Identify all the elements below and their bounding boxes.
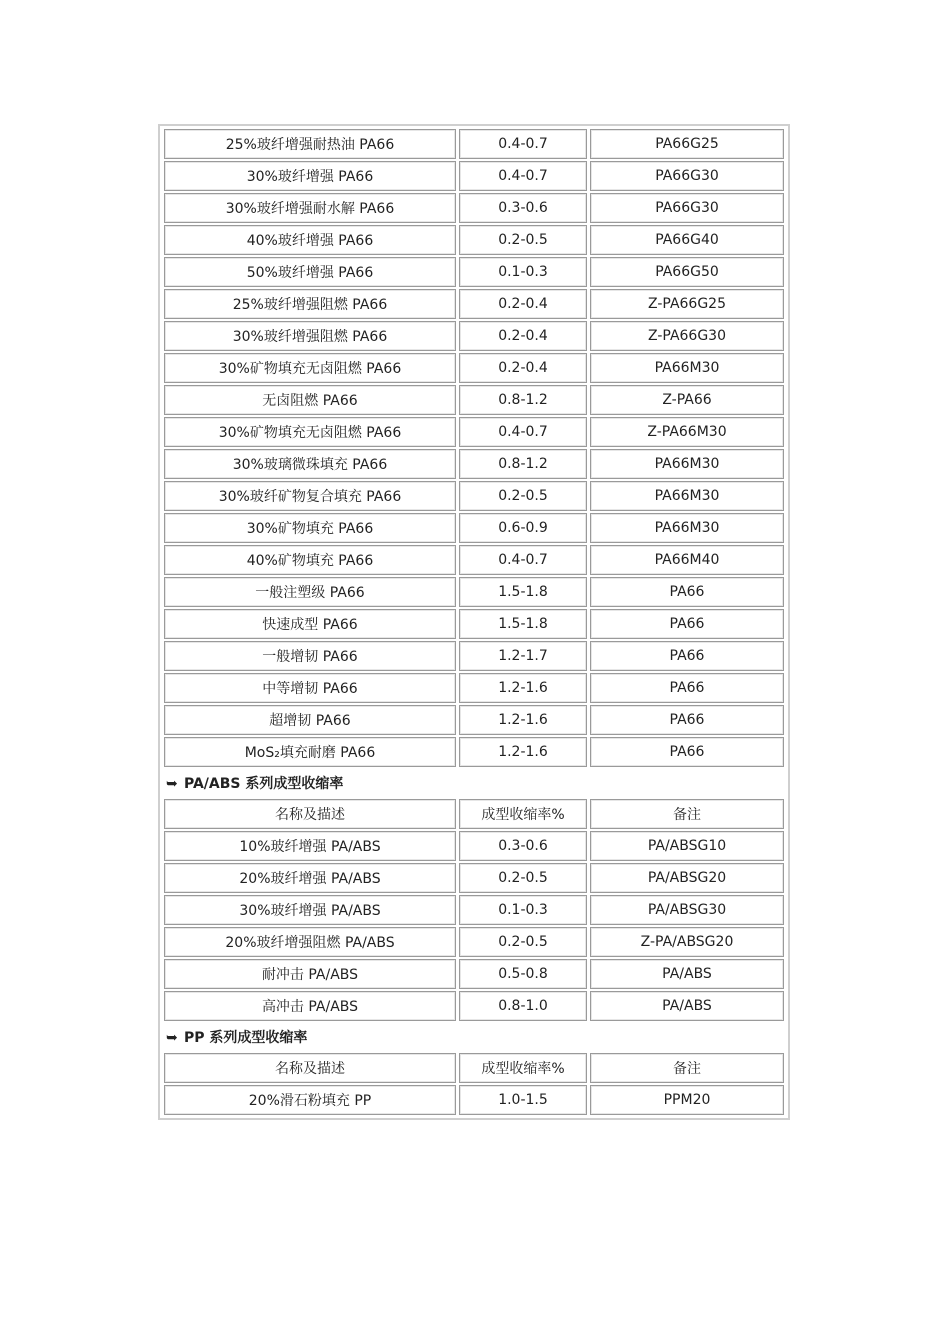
cell-name: 20%玻纤增强阻燃 PA/ABS — [164, 927, 456, 957]
cell-name: 30%矿物填充无卤阻燃 PA66 — [164, 417, 456, 447]
cell-remark: Z-PA66M30 — [590, 417, 784, 447]
cell-name: MoS₂填充耐磨 PA66 — [164, 737, 456, 767]
cell-remark: PA66 — [590, 737, 784, 767]
shrinkage-table-container — [158, 124, 790, 1120]
cell-name: 一般增韧 PA66 — [164, 641, 456, 671]
table-header-row — [164, 799, 784, 829]
cell-name: 一般注塑级 PA66 — [164, 577, 456, 607]
cell-shrinkage: 0.2-0.5 — [459, 225, 587, 255]
section-title: PP 系列成型收缩率 — [184, 1030, 308, 1046]
cell-shrinkage: 0.8-1.0 — [459, 991, 587, 1021]
table-row — [164, 959, 784, 989]
cell-remark: PA/ABSG30 — [590, 895, 784, 925]
table-body — [164, 129, 784, 1115]
table-row — [164, 129, 784, 159]
table-row — [164, 385, 784, 415]
cell-name: 高冲击 PA/ABS — [164, 991, 456, 1021]
table-row — [164, 577, 784, 607]
cell-shrinkage: 1.2-1.6 — [459, 737, 587, 767]
cell-name: 30%玻纤矿物复合填充 PA66 — [164, 481, 456, 511]
table-row — [164, 737, 784, 767]
cell-shrinkage: 0.3-0.6 — [459, 193, 587, 223]
cell-shrinkage: 0.2-0.5 — [459, 863, 587, 893]
cell-remark: PA66 — [590, 609, 784, 639]
cell-name: 无卤阻燃 PA66 — [164, 385, 456, 415]
cell-remark: PA/ABSG20 — [590, 863, 784, 893]
cell-shrinkage: 0.1-0.3 — [459, 257, 587, 287]
cell-remark: PA/ABS — [590, 991, 784, 1021]
cell-remark: PA66G40 — [590, 225, 784, 255]
section-heading-row — [164, 769, 784, 797]
section-heading — [164, 769, 784, 797]
section-heading — [164, 1023, 784, 1051]
cell-name: 中等增韧 PA66 — [164, 673, 456, 703]
cell-name: 30%矿物填充无卤阻燃 PA66 — [164, 353, 456, 383]
table-row — [164, 417, 784, 447]
cell-shrinkage: 0.4-0.7 — [459, 129, 587, 159]
cell-name: 30%玻纤增强 PA66 — [164, 161, 456, 191]
cell-shrinkage: 1.5-1.8 — [459, 609, 587, 639]
table-row — [164, 1085, 784, 1115]
cell-name: 10%玻纤增强 PA/ABS — [164, 831, 456, 861]
cell-shrinkage: 0.5-0.8 — [459, 959, 587, 989]
cell-remark: Z-PA/ABSG20 — [590, 927, 784, 957]
table-row — [164, 895, 784, 925]
cell-name: 30%玻纤增强耐水解 PA66 — [164, 193, 456, 223]
cell-name: 50%玻纤增强 PA66 — [164, 257, 456, 287]
table-row — [164, 193, 784, 223]
table-row — [164, 449, 784, 479]
cell-name: 20%滑石粉填充 PP — [164, 1085, 456, 1115]
cell-remark: PA66M40 — [590, 545, 784, 575]
cell-name: 30%玻纤增强阻燃 PA66 — [164, 321, 456, 351]
cell-name: 超增韧 PA66 — [164, 705, 456, 735]
cell-shrinkage: 0.2-0.5 — [459, 927, 587, 957]
table-row — [164, 641, 784, 671]
table-row — [164, 991, 784, 1021]
table-row — [164, 481, 784, 511]
cell-name: 20%玻纤增强 PA/ABS — [164, 863, 456, 893]
cell-shrinkage: 1.2-1.6 — [459, 705, 587, 735]
table-row — [164, 257, 784, 287]
cell-remark: PPM20 — [590, 1085, 784, 1115]
cell-shrinkage: 0.8-1.2 — [459, 449, 587, 479]
cell-name: 30%玻纤增强 PA/ABS — [164, 895, 456, 925]
cell-name: 25%玻纤增强阻燃 PA66 — [164, 289, 456, 319]
cell-name: 25%玻纤增强耐热油 PA66 — [164, 129, 456, 159]
cell-remark: Z-PA66G30 — [590, 321, 784, 351]
cell-remark: PA66 — [590, 577, 784, 607]
table-row — [164, 545, 784, 575]
cell-name: 40%玻纤增强 PA66 — [164, 225, 456, 255]
header-remark: 备注 — [590, 1053, 784, 1083]
header-name: 名称及描述 — [164, 1053, 456, 1083]
table-row — [164, 673, 784, 703]
cell-remark: PA66 — [590, 705, 784, 735]
cell-name: 40%矿物填充 PA66 — [164, 545, 456, 575]
cell-name: 耐冲击 PA/ABS — [164, 959, 456, 989]
cell-shrinkage: 0.1-0.3 — [459, 895, 587, 925]
section-heading-row — [164, 1023, 784, 1051]
cell-remark: PA66G30 — [590, 193, 784, 223]
table-row — [164, 225, 784, 255]
header-remark: 备注 — [590, 799, 784, 829]
table-row — [164, 321, 784, 351]
header-shrinkage: 成型收缩率% — [459, 799, 587, 829]
table-row — [164, 353, 784, 383]
cell-shrinkage: 0.3-0.6 — [459, 831, 587, 861]
cell-remark: PA66G30 — [590, 161, 784, 191]
cell-shrinkage: 0.6-0.9 — [459, 513, 587, 543]
table-row — [164, 927, 784, 957]
cell-shrinkage: 0.2-0.4 — [459, 353, 587, 383]
table-row — [164, 161, 784, 191]
cell-remark: Z-PA66G25 — [590, 289, 784, 319]
cell-remark: PA66M30 — [590, 449, 784, 479]
cell-shrinkage: 0.4-0.7 — [459, 545, 587, 575]
cell-shrinkage: 0.8-1.2 — [459, 385, 587, 415]
table-row — [164, 863, 784, 893]
cell-shrinkage: 1.0-1.5 — [459, 1085, 587, 1115]
cell-shrinkage: 1.5-1.8 — [459, 577, 587, 607]
section-title: PA/ABS 系列成型收缩率 — [184, 776, 344, 792]
header-shrinkage: 成型收缩率% — [459, 1053, 587, 1083]
cell-shrinkage: 0.4-0.7 — [459, 161, 587, 191]
table-row — [164, 609, 784, 639]
cell-shrinkage: 1.2-1.7 — [459, 641, 587, 671]
cell-shrinkage: 0.2-0.4 — [459, 289, 587, 319]
table-row — [164, 705, 784, 735]
cell-name: 30%玻璃微珠填充 PA66 — [164, 449, 456, 479]
cell-shrinkage: 0.2-0.5 — [459, 481, 587, 511]
cell-shrinkage: 1.2-1.6 — [459, 673, 587, 703]
cell-remark: PA66 — [590, 641, 784, 671]
cell-remark: PA66M30 — [590, 481, 784, 511]
table-header-row — [164, 1053, 784, 1083]
cell-remark: PA66 — [590, 673, 784, 703]
cell-name: 快速成型 PA66 — [164, 609, 456, 639]
cell-remark: PA66G50 — [590, 257, 784, 287]
cell-remark: PA66M30 — [590, 513, 784, 543]
cell-remark: PA66G25 — [590, 129, 784, 159]
arrow-right-icon: ➥ — [166, 776, 178, 792]
shrinkage-table — [161, 127, 787, 1117]
cell-remark: PA/ABS — [590, 959, 784, 989]
header-name: 名称及描述 — [164, 799, 456, 829]
table-row — [164, 289, 784, 319]
cell-remark: Z-PA66 — [590, 385, 784, 415]
table-row — [164, 513, 784, 543]
cell-shrinkage: 0.2-0.4 — [459, 321, 587, 351]
cell-name: 30%矿物填充 PA66 — [164, 513, 456, 543]
table-row — [164, 831, 784, 861]
arrow-right-icon: ➥ — [166, 1030, 178, 1046]
cell-remark: PA66M30 — [590, 353, 784, 383]
cell-remark: PA/ABSG10 — [590, 831, 784, 861]
cell-shrinkage: 0.4-0.7 — [459, 417, 587, 447]
